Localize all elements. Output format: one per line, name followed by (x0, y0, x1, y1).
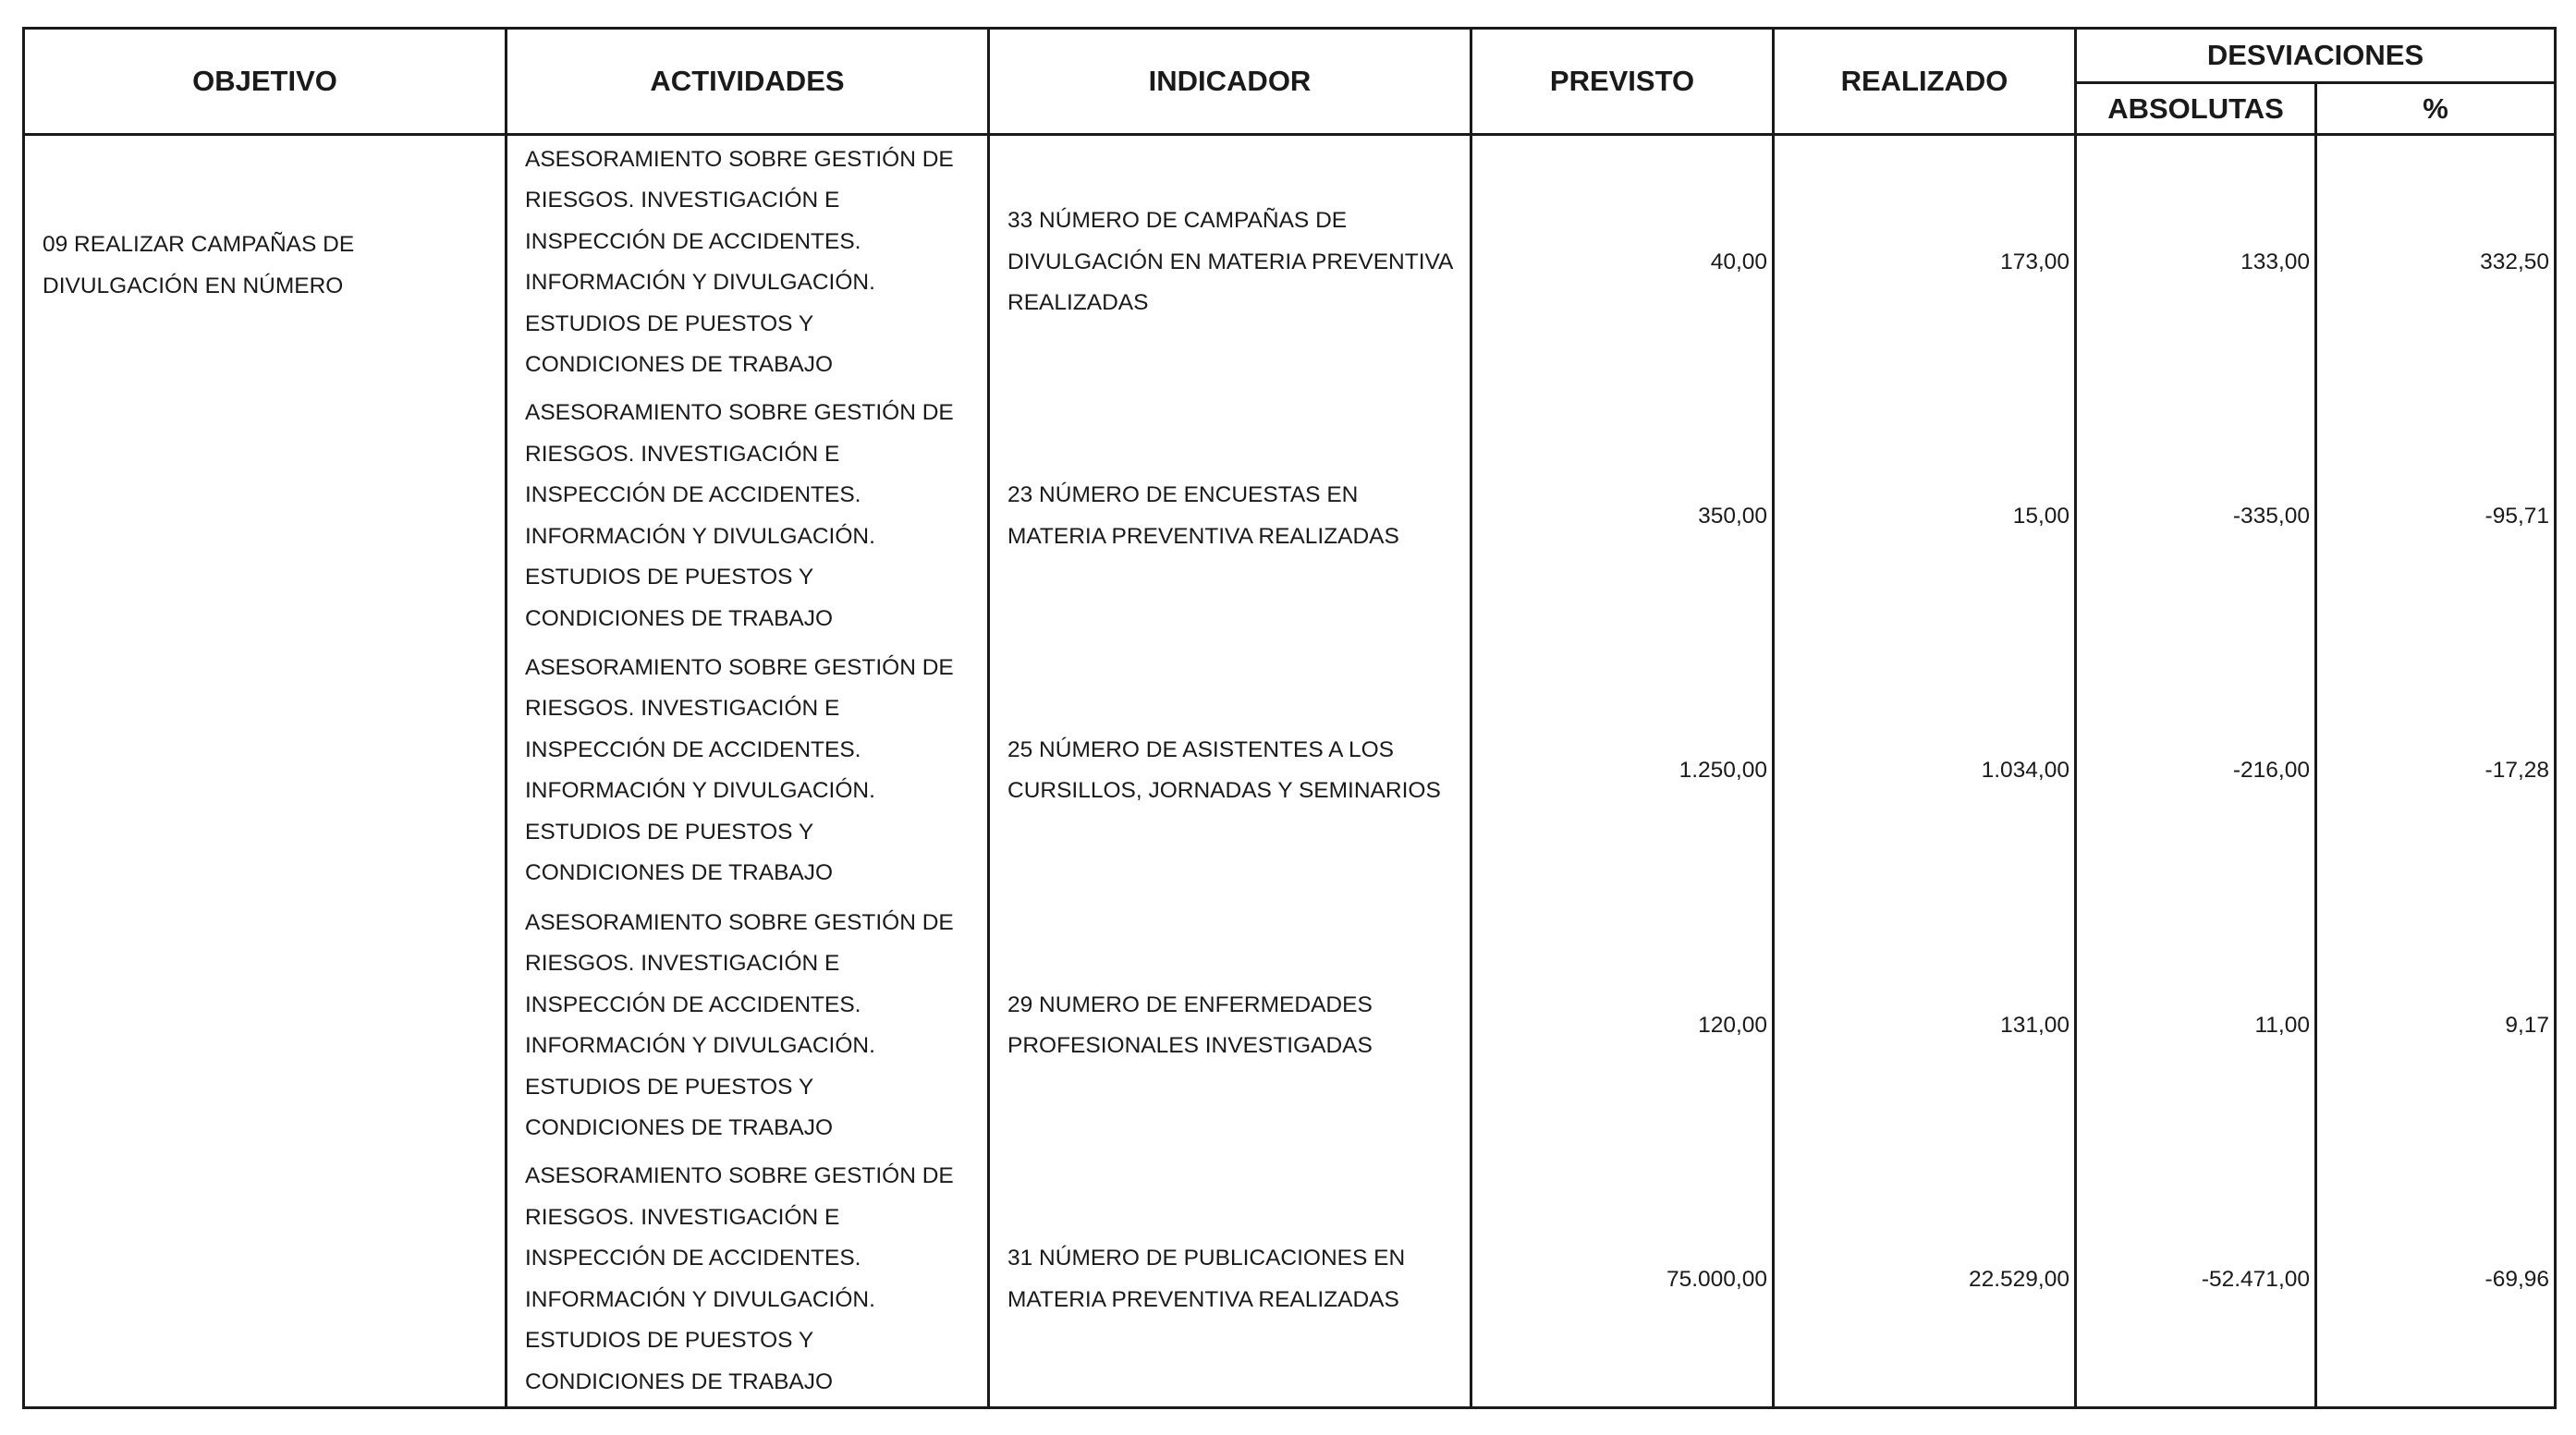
actividades-cell: ASESORAMIENTO SOBRE GESTIÓN DE RIESGOS. INVESTIGACIÓN E INSPECCIÓN DE ACCIDENTES. INFORMACIÓN Y DIVULGACIÓN. ESTUDIOS DE PUESTOS Y CONDICIONES DE TRABAJO (507, 898, 989, 1153)
objetivo-text: 09 REALIZAR CAMPAÑAS DE DIVULGACIÓN EN NÚMERO (43, 232, 355, 298)
actividades-cell: ASESORAMIENTO SOBRE GESTIÓN DE RIESGOS. INVESTIGACIÓN E INSPECCIÓN DE ACCIDENTES. INFORMACIÓN Y DIVULGACIÓN. ESTUDIOS DE PUESTOS Y CONDICIONES DE TRABAJO (507, 1153, 989, 1408)
objetivo-cell (24, 644, 507, 899)
absolutas-cell: -335,00 (2076, 389, 2316, 644)
previsto-cell: 120,00 (1471, 898, 1774, 1153)
objetivo-cell (24, 898, 507, 1153)
header-absolutas: ABSOLUTAS (2076, 83, 2316, 135)
previsto-cell: 350,00 (1471, 389, 1774, 644)
header-indicador: INDICADOR (989, 29, 1471, 135)
header-porcentaje: % (2316, 83, 2556, 135)
porcentaje-cell: 332,50 (2316, 135, 2556, 390)
realizado-cell: 131,00 (1774, 898, 2076, 1153)
realizado-cell: 22.529,00 (1774, 1153, 2076, 1408)
indicador-cell: 25 NÚMERO DE ASISTENTES A LOS CURSILLOS, JORNADAS Y SEMINARIOS (989, 644, 1471, 899)
absolutas-cell: 133,00 (2076, 135, 2316, 390)
actividades-cell: ASESORAMIENTO SOBRE GESTIÓN DE RIESGOS. INVESTIGACIÓN E INSPECCIÓN DE ACCIDENTES. INFORMACIÓN Y DIVULGACIÓN. ESTUDIOS DE PUESTOS Y CONDICIONES DE TRABAJO (507, 135, 989, 390)
porcentaje-cell: -69,96 (2316, 1153, 2556, 1408)
porcentaje-cell: -17,28 (2316, 644, 2556, 899)
porcentaje-cell: -95,71 (2316, 389, 2556, 644)
absolutas-cell: -216,00 (2076, 644, 2316, 899)
header-row (24, 29, 2556, 83)
objetivo-cell (24, 1153, 507, 1408)
indicador-cell: 23 NÚMERO DE ENCUESTAS EN MATERIA PREVENTIVA REALIZADAS (989, 389, 1471, 644)
realizado-cell: 1.034,00 (1774, 644, 2076, 899)
objetivo-cell (24, 135, 507, 390)
header-objetivo: OBJETIVO (24, 29, 507, 135)
table-row (24, 389, 2556, 644)
previsto-cell: 75.000,00 (1471, 1153, 1774, 1408)
indicador-cell: 31 NÚMERO DE PUBLICACIONES EN MATERIA PREVENTIVA REALIZADAS (989, 1153, 1471, 1408)
porcentaje-cell: 9,17 (2316, 898, 2556, 1153)
realizado-cell: 173,00 (1774, 135, 2076, 390)
table-row (24, 1153, 2556, 1408)
report-table (22, 27, 2557, 1409)
table-row (24, 644, 2556, 899)
previsto-cell: 1.250,00 (1471, 644, 1774, 899)
absolutas-cell: -52.471,00 (2076, 1153, 2316, 1408)
header-desviaciones: DESVIACIONES (2076, 29, 2556, 83)
actividades-cell: ASESORAMIENTO SOBRE GESTIÓN DE RIESGOS. INVESTIGACIÓN E INSPECCIÓN DE ACCIDENTES. INFORMACIÓN Y DIVULGACIÓN. ESTUDIOS DE PUESTOS Y CONDICIONES DE TRABAJO (507, 389, 989, 644)
header-previsto: PREVISTO (1471, 29, 1774, 135)
table-row (24, 135, 2556, 390)
indicador-cell: 33 NÚMERO DE CAMPAÑAS DE DIVULGACIÓN EN MATERIA PREVENTIVA REALIZADAS (989, 135, 1471, 390)
previsto-cell: 40,00 (1471, 135, 1774, 390)
absolutas-cell: 11,00 (2076, 898, 2316, 1153)
header-realizado: REALIZADO (1774, 29, 2076, 135)
indicador-cell: 29 NUMERO DE ENFERMEDADES PROFESIONALES INVESTIGADAS (989, 898, 1471, 1153)
objetivo-cell (24, 389, 507, 644)
actividades-cell: ASESORAMIENTO SOBRE GESTIÓN DE RIESGOS. INVESTIGACIÓN E INSPECCIÓN DE ACCIDENTES. INFORMACIÓN Y DIVULGACIÓN. ESTUDIOS DE PUESTOS Y CONDICIONES DE TRABAJO (507, 644, 989, 899)
header-actividades: ACTIVIDADES (507, 29, 989, 135)
realizado-cell: 15,00 (1774, 389, 2076, 644)
table-row (24, 898, 2556, 1153)
